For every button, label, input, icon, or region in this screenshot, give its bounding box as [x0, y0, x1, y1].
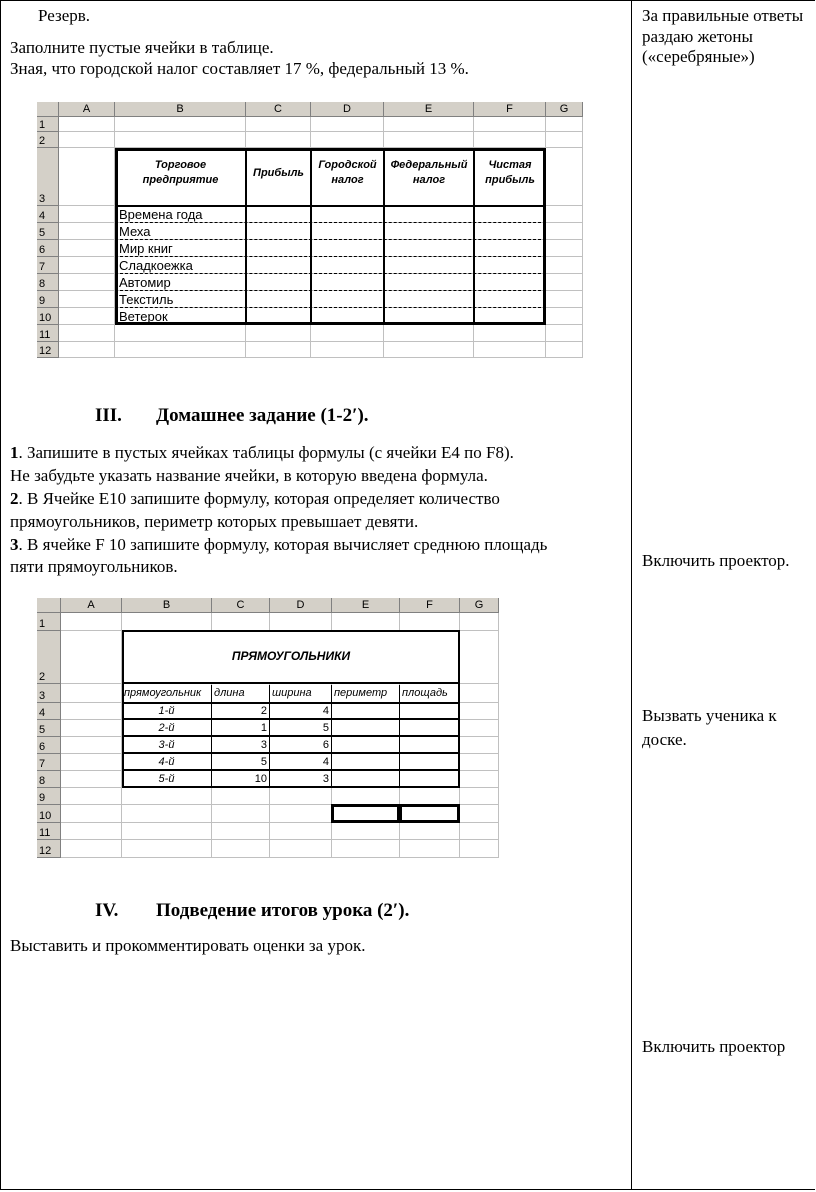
header-federal-tax-text: налог: [412, 174, 446, 186]
column-divider: [631, 0, 632, 1190]
row-header: 2: [37, 132, 59, 148]
corner-cell: [37, 598, 61, 613]
rect-width: 4: [270, 703, 332, 720]
company-name: Текстиль: [119, 292, 174, 307]
gridline: [61, 839, 499, 840]
row-header: 10: [37, 308, 59, 325]
column-header: D: [270, 598, 332, 613]
row-header: 9: [37, 291, 59, 308]
rect-name: 4-й: [122, 754, 212, 771]
row-header: 4: [37, 703, 61, 720]
column-header: E: [384, 102, 474, 117]
gridline: [61, 857, 499, 858]
section-4-number: IV.: [95, 900, 119, 921]
rect-name: 5-й: [122, 771, 212, 788]
company-name: Автомир: [119, 275, 171, 290]
row-header: 8: [37, 771, 61, 788]
header-city-tax-text: налог: [331, 174, 364, 186]
rect-length: 10: [212, 771, 270, 788]
header-net-profit-text: Чистая: [488, 159, 532, 171]
company-name: Мир книг: [119, 241, 173, 256]
task-line-1: Заполните пустые ячейки в таблице.: [10, 38, 274, 57]
header-net-profit-text: прибыль: [485, 174, 535, 186]
table-row-line: [115, 256, 546, 257]
row-header: 10: [37, 805, 61, 823]
gridline: [59, 357, 583, 358]
gridline: [582, 117, 583, 358]
homework-item-2-number: 2: [10, 489, 19, 508]
homework-item-3-text: . В ячейке F 10 запишите формулу, которая вычисляет среднюю площадь: [18, 535, 548, 554]
row-header: 8: [37, 274, 59, 291]
section-3-title: Домашнее задание (1-2′).: [156, 405, 369, 426]
column-header: A: [59, 102, 115, 117]
column-title: длина: [212, 685, 270, 704]
row-header: 3: [37, 148, 59, 206]
row-header: 12: [37, 342, 59, 358]
company-name: Ветерок: [119, 309, 168, 324]
column-header: B: [115, 102, 246, 117]
rect-width: 4: [270, 754, 332, 771]
rect-length: 5: [212, 754, 270, 771]
column-header: C: [246, 102, 311, 117]
rect-width: 6: [270, 737, 332, 754]
header-federal-tax: [384, 158, 474, 198]
header-company-text: предприятие: [142, 174, 219, 186]
row-header: 6: [37, 737, 61, 754]
column-header: C: [212, 598, 270, 613]
column-header: F: [400, 598, 460, 613]
column-title: прямоугольник: [122, 685, 212, 704]
note-call-student-line-1: Вызвать ученика к: [642, 706, 777, 725]
spreadsheet-rectangles: [37, 598, 499, 858]
rect-length: 2: [212, 703, 270, 720]
note-tokens-line-3: («серебряные»): [642, 47, 755, 66]
homework-item-1-number: 1: [10, 443, 19, 462]
note-call-student-line-2: доске.: [642, 730, 687, 749]
rect-length: 1: [212, 720, 270, 737]
header-company: [115, 158, 246, 198]
column-title: ширина: [270, 685, 332, 704]
row-header: 6: [37, 240, 59, 257]
column-title: площадь: [400, 685, 460, 704]
section-4-title: Подведение итогов урока (2′).: [156, 900, 410, 921]
answer-cell-e10: [331, 804, 400, 823]
row-header: 2: [37, 631, 61, 684]
reserve-label: Резерв.: [38, 6, 91, 25]
company-name: Меха: [119, 224, 151, 239]
header-city-tax: [311, 158, 384, 198]
row-header: 11: [37, 823, 61, 840]
row-header: 11: [37, 325, 59, 342]
column-header: D: [311, 102, 384, 117]
note-projector-on-2: Включить проектор: [642, 1037, 786, 1056]
table-row-line: [115, 239, 546, 240]
header-federal-tax-text: Федеральный: [390, 159, 468, 171]
header-profit: [246, 166, 311, 206]
rect-table-frame: [122, 684, 460, 788]
corner-cell: [37, 102, 59, 117]
row-header: 5: [37, 720, 61, 737]
homework-item-1-line-2: Не забудьте указать название ячейки, в которую введена формула.: [10, 466, 488, 485]
row-header: 4: [37, 206, 59, 223]
spreadsheet-companies: [37, 102, 583, 358]
column-header: G: [460, 598, 499, 613]
column-title: периметр: [332, 685, 400, 704]
column-header: A: [61, 598, 122, 613]
rect-name: 2-й: [122, 720, 212, 737]
company-name: Времена года: [119, 207, 203, 222]
column-header: B: [122, 598, 212, 613]
rect-width: 5: [270, 720, 332, 737]
row-header: 9: [37, 788, 61, 805]
note-projector-on: Включить проектор.: [642, 551, 790, 570]
company-name: Сладкоежка: [119, 258, 193, 273]
note-tokens-line-1: За правильные ответы: [642, 6, 804, 25]
rect-name: 3-й: [122, 737, 212, 754]
homework-item-1: [10, 443, 514, 463]
section-3-number: III.: [95, 405, 122, 426]
homework-item-1-text: . Запишите в пустых ячейках таблицы формулы (с ячейки E4 по F8).: [18, 443, 514, 462]
row-header: 5: [37, 223, 59, 240]
homework-item-3-number: 3: [10, 535, 19, 554]
gridline: [498, 613, 499, 858]
homework-item-3: [10, 535, 547, 555]
homework-item-2: [10, 489, 500, 509]
rect-width: 3: [270, 771, 332, 788]
homework-item-2-line-2: прямоугольников, периметр которых превышает девяти.: [10, 512, 419, 531]
column-header: E: [332, 598, 400, 613]
header-company-text: Торговое: [154, 159, 207, 171]
homework-item-3-line-2: пяти прямоугольников.: [10, 557, 178, 576]
note-tokens-line-2: раздаю жетоны: [642, 27, 753, 46]
table-row-line: [115, 290, 546, 291]
rect-name: 1-й: [122, 703, 212, 720]
header-city-tax-text: Городской: [318, 159, 377, 171]
column-header: G: [546, 102, 583, 117]
rect-length: 3: [212, 737, 270, 754]
header-net-profit: [474, 158, 546, 198]
task-line-2: Зная, что городской налог составляет 17 %, федеральный 13 %.: [10, 59, 469, 78]
gridline: [59, 131, 583, 132]
row-header: 7: [37, 754, 61, 771]
row-header: 1: [37, 613, 61, 631]
row-header: 7: [37, 257, 59, 274]
column-header: F: [474, 102, 546, 117]
header-profit-text: Прибыль: [253, 167, 304, 179]
homework-item-2-text: . В Ячейке E10 запишите формулу, которая определяет количество: [18, 489, 500, 508]
gridline: [59, 341, 583, 342]
final-text: Выставить и прокомментировать оценки за урок.: [10, 936, 366, 955]
row-header: 3: [37, 684, 61, 703]
table-row-line: [115, 307, 546, 308]
rectangles-title: ПРЯМОУГОЛЬНИКИ: [231, 649, 351, 663]
answer-cell-f10: [399, 804, 460, 823]
row-header: 1: [37, 117, 59, 132]
row-header: 12: [37, 840, 61, 858]
